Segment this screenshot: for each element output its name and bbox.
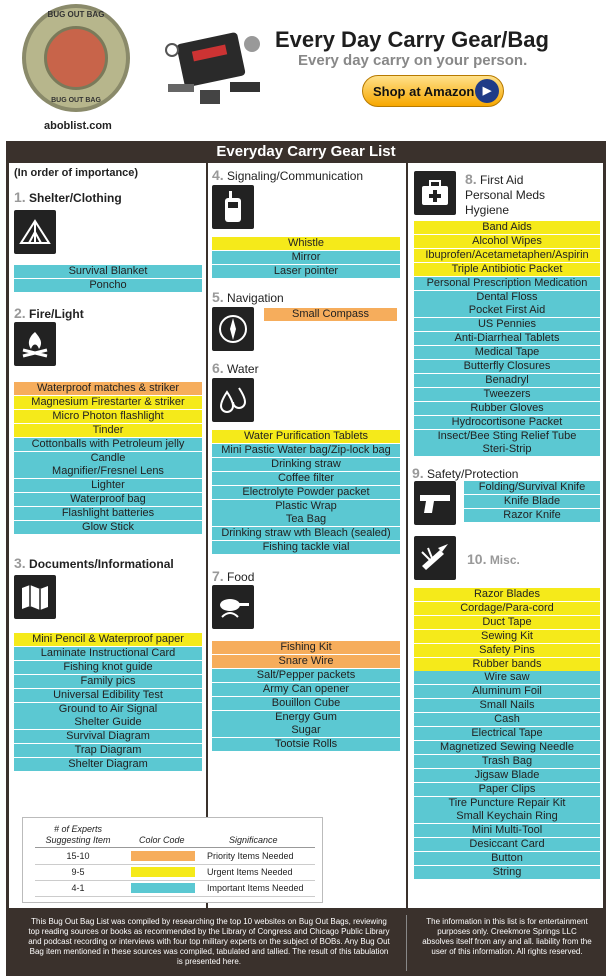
gear-item: Family pics [14, 675, 202, 688]
gear-item: Plastic Wrap [212, 500, 400, 513]
gear-item: Pocket First Aid [414, 304, 600, 317]
section-name: Shelter/Clothing [29, 191, 122, 205]
section-name: Fire/Light [29, 307, 84, 321]
section-number: 10. [467, 551, 487, 567]
section-heading [14, 189, 122, 205]
gear-item: Mini Pencil & Waterproof paper [14, 633, 202, 646]
gear-item: Razor Blades [414, 588, 600, 601]
legend-swatch [131, 867, 195, 877]
section-name: Navigation [227, 291, 284, 305]
gear-item: Flashlight batteries [14, 507, 202, 520]
footer-divider [406, 915, 407, 971]
handgun-icon [414, 481, 456, 525]
gear-item: Small Compass [264, 308, 397, 321]
site-link[interactable]: aboblist.com [44, 120, 112, 132]
section-name-line3: Hygiene [465, 203, 510, 217]
page-subtitle: Every day carry on your person. [298, 52, 528, 69]
gear-item: Butterfly Closures [414, 360, 600, 373]
legend-swatch [131, 851, 195, 861]
legend-header-line1: # of Experts [53, 824, 103, 834]
section-name: Signaling/Communication [227, 169, 364, 183]
gear-item: Medical Tape [414, 346, 600, 359]
water-drops-icon [212, 378, 254, 422]
gear-item: Glow Stick [14, 521, 202, 534]
map-icon [14, 575, 56, 619]
gear-item: Waterproof matches & striker [14, 382, 202, 395]
gear-item: Salt/Pepper packets [212, 669, 400, 682]
gear-item: Tea Bag [212, 513, 400, 526]
gear-item: Mirror [212, 251, 400, 264]
gear-item: Dental Floss [414, 291, 600, 304]
section-number: 9. [412, 465, 424, 481]
legend-header-experts [35, 824, 121, 846]
multi-tool-icon [414, 536, 456, 580]
legend-swatch [131, 883, 195, 893]
section-name: Food [227, 570, 255, 584]
gear-item: Trap Diagram [14, 744, 202, 757]
gear-item: Rubber bands [414, 658, 600, 671]
section-number: 6. [212, 360, 224, 376]
gear-item: Tweezers [414, 388, 600, 401]
gear-item: Candle [14, 452, 202, 465]
gear-item: Magnifier/Fresnel Lens [14, 465, 202, 478]
gear-item: Fishing Kit [212, 641, 400, 654]
gear-item: Survival Blanket [14, 265, 202, 278]
gear-item: Button [414, 852, 600, 865]
gear-item: Safety Pins [414, 644, 600, 657]
gear-item: Electrical Tape [414, 727, 600, 740]
gear-item: Energy Gum [212, 711, 400, 724]
legend-range: 9-5 [71, 867, 85, 877]
gear-item: Snare Wire [212, 655, 400, 668]
gear-item: Shelter Diagram [14, 758, 202, 771]
legend-range: 4-1 [71, 883, 85, 893]
survival-kit-image [160, 20, 270, 110]
gear-item: Micro Photon flashlight [14, 410, 202, 423]
legend-row-divider [35, 880, 315, 881]
bug-out-bag-logo[interactable] [22, 4, 130, 112]
first-aid-kit-icon [414, 171, 456, 215]
column-divider [206, 163, 208, 911]
section-number: 7. [212, 568, 224, 584]
section-name: Safety/Protection [427, 467, 519, 481]
gear-item: Coffee filter [212, 472, 400, 485]
gear-item: Small Nails [414, 699, 600, 712]
section-number: 8. [465, 171, 477, 187]
gear-item: Sewing Kit [414, 630, 600, 643]
gear-item: Fishing tackle vial [212, 541, 400, 554]
gear-item: Waterproof bag [14, 493, 202, 506]
section-number: 4. [212, 167, 224, 183]
section-heading [212, 568, 254, 584]
tent-icon [14, 210, 56, 254]
column-divider [406, 163, 408, 911]
gear-item: Tootsie Rolls [212, 738, 400, 751]
frying-pan-icon [212, 585, 254, 629]
footer-methodology: This Bug Out Bag List was compiled by researching the top 10 websites on Bug Out Bags, reviewing top reading sources or books as recommended by the Library of Congress and Chicago Public Library and podcast recording or interviews with four top military experts on the subject of BOBs. Any Bug Out Bag item mentioned in these sources was compiled, tabulated and tallied. The result of this tabulation is presented here. [28, 917, 390, 966]
gear-item: Aluminum Foil [414, 685, 600, 698]
page-title: Every Day Carry Gear/Bag [275, 27, 549, 52]
logo-text: BUG OUT BAG [47, 10, 105, 19]
gear-item: Jigsaw Blade [414, 769, 600, 782]
gear-item: Trash Bag [414, 755, 600, 768]
section-name: First Aid [480, 173, 524, 187]
gear-item: Bouillon Cube [212, 697, 400, 710]
section-heading [465, 171, 545, 218]
section-number: 5. [212, 289, 224, 305]
header [0, 0, 610, 140]
gear-item: Benadryl [414, 374, 600, 387]
legend-label: Priority Items Needed [207, 851, 294, 861]
section-heading [212, 167, 363, 183]
radio-icon [212, 185, 254, 229]
section-number: 3. [14, 555, 26, 571]
shop-amazon-label: Shop at Amazon [373, 83, 475, 99]
compass-icon [212, 307, 254, 351]
gear-item: Water Purification Tablets [212, 430, 400, 443]
gear-item: Alcohol Wipes [414, 235, 600, 248]
gear-item: Drinking straw wth Bleach (sealed) [212, 527, 400, 540]
gear-item: Magnetized Sewing Needle [414, 741, 600, 754]
gear-item: Cash [414, 713, 600, 726]
gear-item: Hydrocortisone Packet [414, 416, 600, 429]
gear-item: Tinder [14, 424, 202, 437]
gear-item: US Pennies [414, 318, 600, 331]
gear-item: Poncho [14, 279, 202, 292]
logo-text-bottom: BUG OUT BAG [51, 97, 101, 104]
gear-item: Magnesium Firestarter & striker [14, 396, 202, 409]
gear-item: Triple Antibiotic Packet [414, 263, 600, 276]
legend-label: Important Items Needed [207, 883, 304, 893]
gear-item: Folding/Survival Knife [464, 481, 600, 494]
gear-item: Paper Clips [414, 783, 600, 796]
section-heading [212, 289, 284, 305]
gear-item: Laminate Instructional Card [14, 647, 202, 660]
shop-amazon-button[interactable] [362, 75, 504, 107]
section-number: 1. [14, 189, 26, 205]
legend-header-significance: Significance [229, 835, 278, 845]
gear-item: Band Aids [414, 221, 600, 234]
gear-item: String [414, 866, 600, 879]
gear-item: Personal Prescription Medication [414, 277, 600, 290]
section-heading [412, 465, 518, 481]
gear-item: Tire Puncture Repair Kit [414, 797, 600, 810]
gear-item: Army Can opener [212, 683, 400, 696]
gear-item: Survival Diagram [14, 730, 202, 743]
gear-item: Ibuprofen/Acetametaphen/Aspirin [414, 249, 600, 262]
gear-item: Cordage/Para-cord [414, 602, 600, 615]
footer [6, 911, 606, 976]
gear-item: Cottonballs with Petroleum jelly [14, 438, 202, 451]
legend-row-divider [35, 864, 315, 865]
play-arrow-icon: ▶ [475, 79, 499, 103]
gear-item: Knife Blade [464, 495, 600, 508]
backpack-icon [44, 26, 108, 90]
gear-item: Duct Tape [414, 616, 600, 629]
section-number: 2. [14, 305, 26, 321]
legend-row-divider [35, 896, 315, 897]
gear-item: Insect/Bee Sting Relief Tube [414, 430, 600, 443]
gear-item: Whistle [212, 237, 400, 250]
legend-range: 15-10 [66, 851, 90, 861]
legend-label: Urgent Items Needed [207, 867, 293, 877]
section-heading [14, 555, 174, 571]
gear-item: Anti-Diarrheal Tablets [414, 332, 600, 345]
gear-item: Small Keychain Ring [414, 810, 600, 823]
legend-divider [35, 847, 315, 848]
gear-item: Razor Knife [464, 509, 600, 522]
section-name: Water [227, 362, 259, 376]
order-note: (In order of importance) [14, 167, 139, 179]
gear-item: Rubber Gloves [414, 402, 600, 415]
section-heading [467, 551, 520, 567]
section-name: Misc. [489, 553, 520, 567]
gear-item: Ground to Air Signal [14, 703, 202, 716]
gear-item: Mini Pastic Water bag/Zip-lock bag [212, 444, 400, 457]
legend-header-line2: Suggesting Item [45, 835, 111, 845]
gear-item: Lighter [14, 479, 202, 492]
section-heading [212, 360, 259, 376]
gear-item: Drinking straw [212, 458, 400, 471]
footer-disclaimer: The information in this list is for entertainment purposes only. Creekmore Springs LLC absolves itself from any and all. liability from the user of this information. All rights reserved. [422, 917, 592, 956]
section-name: Documents/Informational [29, 557, 174, 571]
gear-item: Shelter Guide [14, 716, 202, 729]
gear-item: Wire saw [414, 671, 600, 684]
section-name-line2: Personal Meds [465, 188, 546, 202]
color-legend [22, 817, 323, 903]
gear-item: Sugar [212, 724, 400, 737]
legend-header-color: Color Code [139, 835, 185, 845]
section-heading [14, 305, 84, 321]
gear-item: Laser pointer [212, 265, 400, 278]
gear-item: Steri-Strip [414, 443, 600, 456]
gear-item: Mini Multi-Tool [414, 824, 600, 837]
gear-item: Desiccant Card [414, 838, 600, 851]
gear-item: Universal Edibility Test [14, 689, 202, 702]
gear-item: Fishing knot guide [14, 661, 202, 674]
campfire-icon [14, 322, 56, 366]
list-title: Everyday Carry Gear List [6, 141, 606, 163]
gear-item: Electrolyte Powder packet [212, 486, 400, 499]
